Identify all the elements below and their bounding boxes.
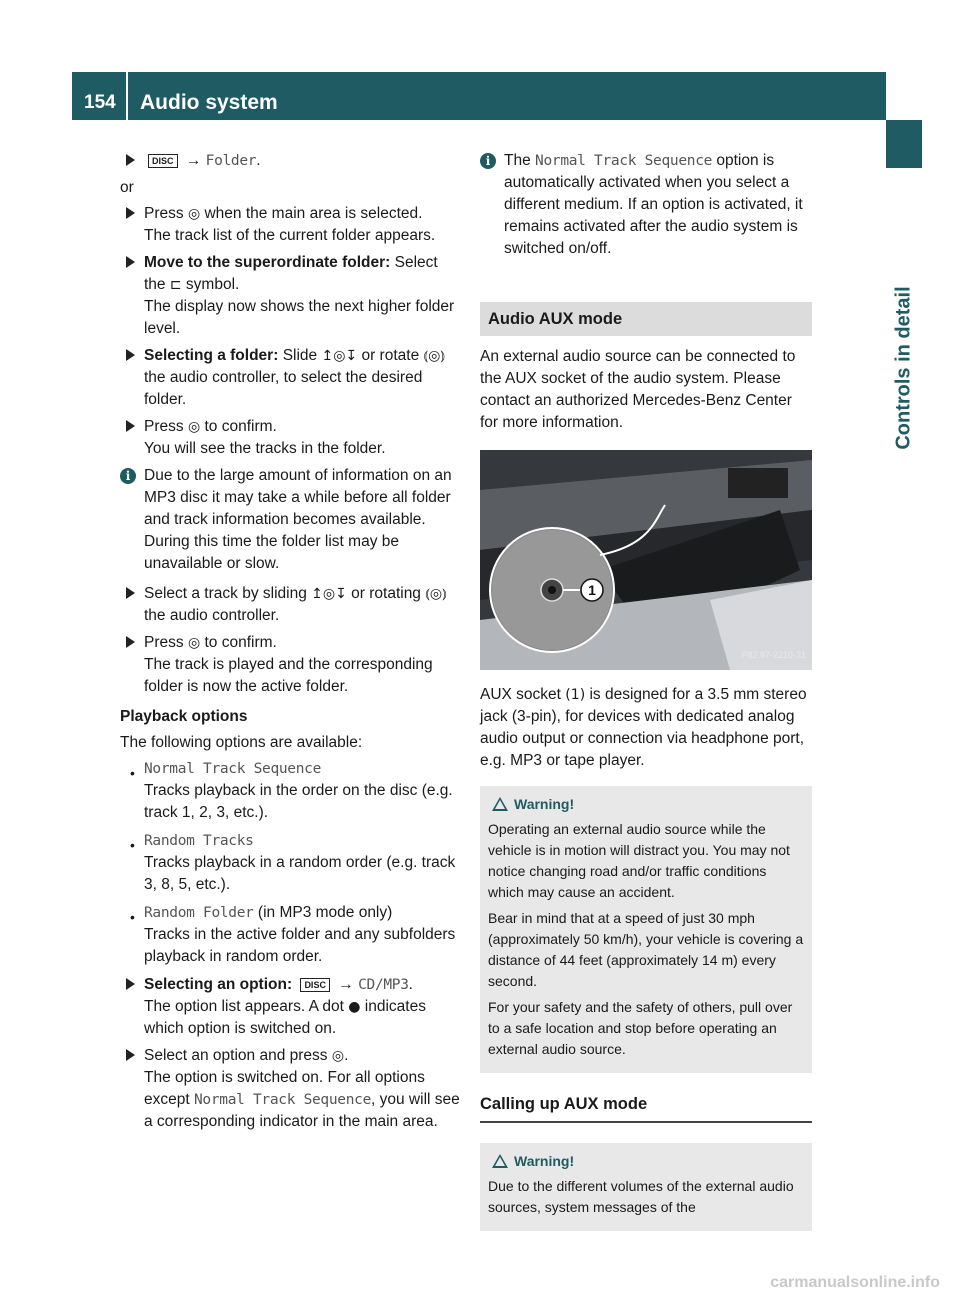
- header-divider: [126, 72, 128, 120]
- step-arrow-icon: [126, 587, 135, 599]
- aux-intro: An external audio source can be connected to the AUX socket of the audio system. Please contact an authorized Mercedes-Benz Center for more information.: [480, 348, 796, 431]
- warning-paragraph: For your safety and the safety of others, pull over to a safe location and stop before operating an external audio source.: [488, 999, 793, 1057]
- info-icon: i: [480, 153, 496, 169]
- step-selecting-folder: Selecting a folder: Slide ↥◎↧ or rotate ⦅◎⦆ the audio controller, to select the desired folder.: [120, 345, 462, 411]
- step-press-confirm-track: Press ◎ to confirm. The track is played and the corresponding folder is now the active folder.: [120, 632, 462, 698]
- warning-paragraph: Due to the different volumes of the external audio sources, system messages of the: [488, 1178, 794, 1215]
- step-press-confirm: Press ◎ to confirm. You will see the tracks in the folder.: [120, 416, 462, 460]
- warning-icon: [492, 1154, 508, 1168]
- playback-options-heading: Playback options: [120, 708, 248, 725]
- controller-rotate-icon: ⦅◎⦆: [425, 586, 447, 602]
- side-tab-marker: [886, 120, 922, 168]
- step-arrow-icon: [126, 256, 135, 268]
- info-icon: i: [120, 468, 136, 484]
- step-arrow-icon: [126, 207, 135, 219]
- aux-socket-desc: AUX socket (1) is designed for a 3.5 mm stereo jack (3-pin), for devices with dedicated analog audio output or connection via headphone port, e.g. MP3 or tape player.: [480, 686, 807, 769]
- step-arrow-icon: [126, 1049, 135, 1061]
- figure-callout-1: 1: [588, 582, 596, 598]
- bullet-icon: •: [130, 837, 135, 853]
- aux-socket-illustration: [480, 450, 812, 670]
- controller-press-icon: ◎: [331, 1048, 345, 1064]
- info-note-normal-sequence: i The Normal Track Sequence option is automatically activated when you select a different medium. If an option is activated, it remains activated after the audio system is switched on/off.: [480, 150, 812, 260]
- callout-1-icon: (1): [565, 687, 586, 703]
- section-title: Audio system: [140, 91, 278, 114]
- warning-icon: [492, 797, 508, 811]
- warning-paragraph: Bear in mind that at a speed of just 30 mph (approximately 50 km/h), your vehicle is covering a distance of 44 feet (approximately 14 m) every second.: [488, 910, 804, 989]
- bullet-icon: •: [130, 765, 135, 781]
- warning-title: Warning!: [488, 794, 804, 815]
- step-selecting-option: Selecting an option: DISC → CD/MP3. The option list appears. A dot ● indicates which option is switched on.: [120, 974, 462, 1040]
- disc-key-icon: DISC: [148, 154, 178, 168]
- step-arrow-icon: [126, 636, 135, 648]
- option-random-tracks: • Random Tracks Tracks playback in a random order (e.g. track 3, 8, 5, etc.).: [130, 833, 456, 893]
- left-column: [120, 150, 462, 1138]
- calling-up-aux-heading: Calling up AUX mode: [480, 1093, 812, 1123]
- step-select-option-press: Select an option and press ◎. The option is switched on. For all options except Normal Track Sequence, you will see a corresponding indicator in the main area.: [120, 1045, 462, 1133]
- or-text: or: [120, 179, 134, 196]
- step-disc-folder: DISC → Folder.: [120, 150, 462, 172]
- warning-box-1: [480, 786, 812, 1073]
- controller-press-icon: ◎: [187, 419, 201, 435]
- page-header: [72, 72, 886, 120]
- step-press-main-area: Press ◎ when the main area is selected. The track list of the current folder appears.: [120, 203, 462, 247]
- bullet-icon: •: [130, 909, 135, 925]
- dot-indicator-icon: ●: [348, 999, 361, 1015]
- info-note-mp3: i Due to the large amount of information on an MP3 disc it may take a while before all folder and track information becomes available. During this time the folder list may be unavailable or slow.: [120, 465, 462, 575]
- controller-press-icon: ◎: [187, 206, 201, 222]
- controller-press-icon: ◎: [187, 635, 201, 651]
- audio-aux-mode-heading: Audio AUX mode: [480, 302, 812, 336]
- watermark: carmanualsonline.info: [770, 1274, 940, 1291]
- step-arrow-icon: [126, 154, 135, 166]
- side-tab: [886, 168, 922, 568]
- side-tab-label: Controls in detail: [892, 286, 915, 450]
- folder-up-icon: ⊏: [169, 277, 182, 293]
- playback-intro: The following options are available:: [120, 734, 363, 751]
- controller-rotate-icon: ⦅◎⦆: [423, 348, 446, 364]
- figure-code: P82.87-2210-31: [741, 650, 806, 660]
- step-arrow-icon: [126, 420, 135, 432]
- step-superordinate-folder: Move to the superordinate folder: Select the ⊏ symbol. The display now shows the next higher folder level.: [120, 252, 462, 340]
- warning-box-2: [480, 1143, 812, 1231]
- controller-slide-icon: ↥◎↧: [311, 586, 347, 602]
- warning-paragraph: Operating an external audio source while the vehicle is in motion will distract you. You may not notice changing road and/or traffic conditions which may cause an accident.: [488, 821, 790, 900]
- controller-slide-icon: ↥◎↧: [321, 348, 358, 364]
- step-arrow-icon: [126, 349, 135, 361]
- step-arrow-icon: [126, 978, 135, 990]
- step-select-track: Select a track by sliding ↥◎↧ or rotating ⦅◎⦆ the audio controller.: [120, 583, 462, 627]
- option-random-folder: • Random Folder (in MP3 mode only) Tracks in the active folder and any subfolders playback in random order.: [130, 904, 456, 965]
- aux-socket-photo: [480, 450, 812, 670]
- warning-title: Warning!: [488, 1151, 804, 1172]
- disc-key-icon: DISC: [300, 978, 330, 992]
- option-normal-track-sequence: • Normal Track Sequence Tracks playback in the order on the disc (e.g. track 1, 2, 3, etc.).: [130, 761, 453, 821]
- page-number: 154: [84, 92, 116, 113]
- right-column: [480, 150, 812, 1251]
